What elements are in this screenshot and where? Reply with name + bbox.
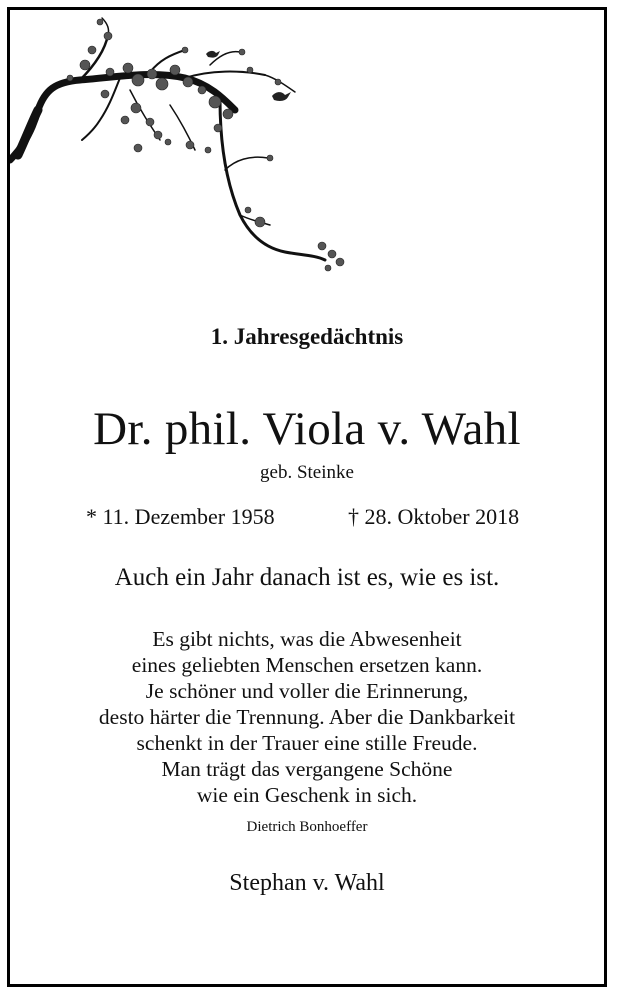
quote-line: eines geliebten Menschen ersetzen kann. [131,653,483,677]
obituary-notice [7,7,607,987]
quote-author: Dietrich Bonhoeffer [246,819,368,835]
maiden-name: geb. Steinke [260,462,354,483]
quote-line: Es gibt nichts, was die Abwesenheit [152,627,462,651]
death-date: † 28. Oktober 2018 [348,504,520,529]
quote-line: desto härter die Trennung. Aber die Dankbarkeit [98,705,516,729]
motto: Auch ein Jahr danach ist es, wie es ist. [114,564,500,591]
quote-line: schenkt in der Trauer eine stille Freude. [136,731,478,755]
quote-line: Man trägt das vergangene Schöne [161,757,453,781]
life-dates [10,504,604,536]
cherry-blossom-branch-illustration [10,10,360,285]
deceased-name: Dr. phil. Viola v. Wahl [93,403,521,455]
birth-date: * 11. Dezember 1958 [86,504,275,529]
quote-line: Je schöner und voller die Erinnerung, [145,679,469,703]
quote-line: wie ein Geschenk in sich. [196,783,418,807]
signer-name: Stephan v. Wahl [229,870,385,896]
blossoms [67,19,344,271]
quote [10,626,604,808]
memorial-heading: 1. Jahresgedächtnis [210,324,404,349]
